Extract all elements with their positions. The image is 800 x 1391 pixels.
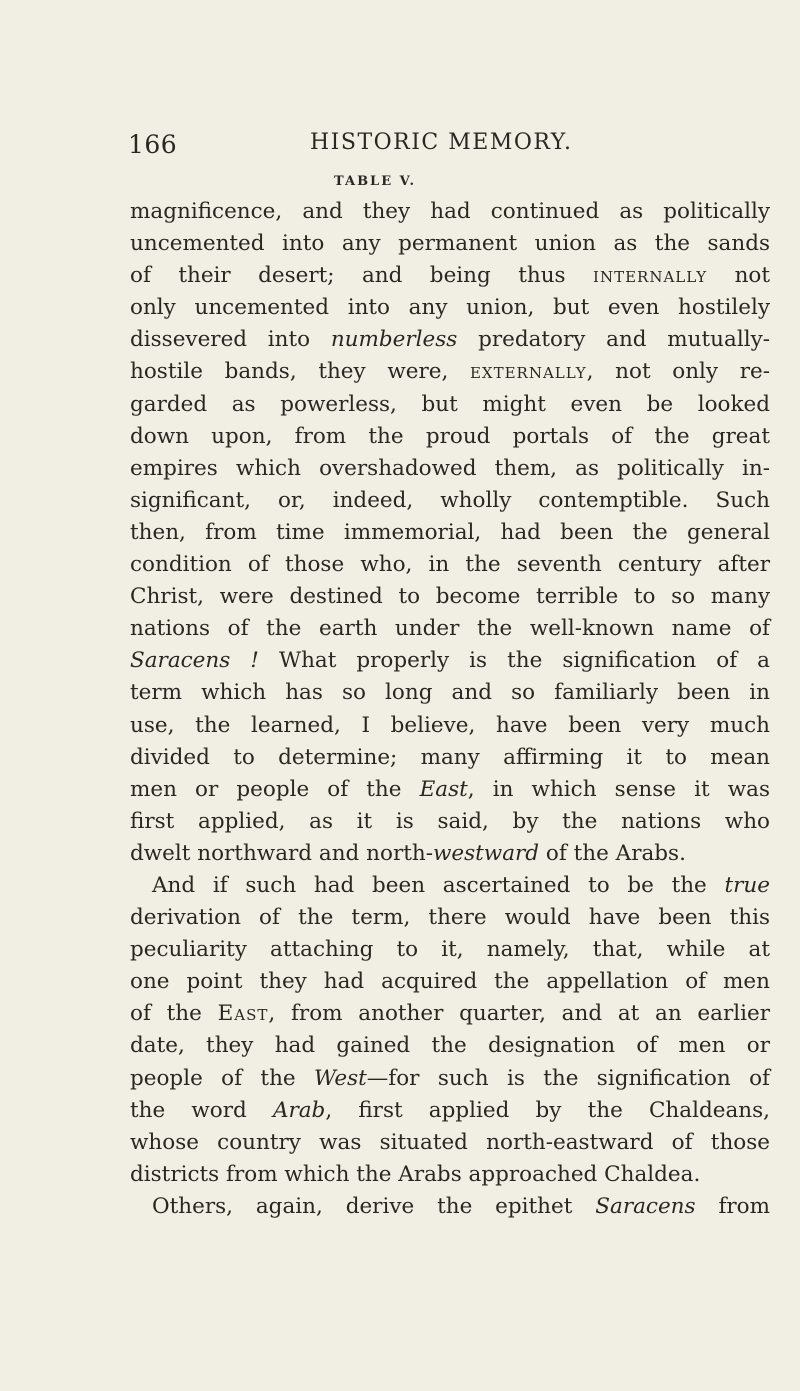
text-segment: —for such is the signification of — [366, 1065, 770, 1091]
text-segment: dwelt northward and north- — [130, 840, 433, 866]
text-line — [130, 934, 770, 966]
text-segment: of the Arabs. — [539, 840, 686, 866]
text-segment: nations of the earth under the well-known name of — [130, 616, 770, 642]
text-segment: then, from time immemorial, had been the general — [130, 519, 770, 545]
text-segment: of their desert; and being thus — [130, 263, 594, 289]
page-number: 166 — [128, 130, 178, 159]
text-segment: date, they had gained the designation of men or — [130, 1033, 770, 1059]
italic-text: Arab — [272, 1097, 326, 1123]
text-segment: dissevered into — [130, 327, 331, 353]
text-line — [130, 966, 770, 998]
text-line — [130, 453, 770, 485]
text-line — [130, 517, 770, 549]
text-segment: divided to determine; many affirming it to mean — [130, 744, 770, 770]
text-line — [130, 1127, 770, 1159]
text-segment: first applied, as it is said, by the nations who — [130, 808, 770, 834]
text-segment: condition of those who, in the seventh century after — [130, 552, 770, 578]
text-segment: districts from which the Arabs approached Chaldea. — [130, 1161, 701, 1187]
italic-text: numberless — [330, 327, 458, 353]
text-segment: of the — [130, 1001, 218, 1027]
text-line — [130, 260, 770, 292]
text-segment: men or people of the — [130, 776, 420, 802]
text-segment: derivation of the term, there would have been this — [130, 905, 770, 931]
text-segment: , first applied by the Chaldeans, — [325, 1097, 770, 1123]
text-line — [130, 742, 770, 774]
text-line — [130, 1095, 770, 1127]
section-title: TABLE V. — [334, 174, 416, 189]
text-line — [130, 485, 770, 517]
text-line — [130, 228, 770, 260]
text-segment: not — [707, 263, 770, 289]
italic-text: true — [724, 872, 770, 898]
text-line — [130, 292, 770, 324]
text-line — [130, 806, 770, 838]
text-line — [130, 549, 770, 581]
text-segment: Others, again, derive the epithet — [152, 1193, 596, 1219]
text-line — [130, 1159, 770, 1191]
page-header — [0, 130, 800, 170]
text-line — [130, 581, 770, 613]
text-line — [130, 774, 770, 806]
text-segment: only uncemented into any union, but even hostilely — [130, 295, 770, 321]
text-line — [130, 389, 770, 421]
text-segment: uncemented into any permanent union as the sands — [130, 231, 770, 257]
text-segment: one point they had acquired the appellation of men — [130, 969, 770, 995]
text-segment: significant, or, indeed, wholly contemptible. Such — [130, 487, 770, 513]
text-line — [130, 1063, 770, 1095]
body-text — [130, 196, 770, 1223]
text-line — [130, 613, 770, 645]
text-line — [130, 902, 770, 934]
text-line — [130, 356, 770, 388]
text-line — [130, 677, 770, 709]
text-segment: And if such had been ascertained to be the — [152, 872, 725, 898]
text-line — [130, 1030, 770, 1062]
small-caps-text: East — [217, 1001, 269, 1027]
italic-text: West — [314, 1065, 367, 1091]
text-segment: What properly is the signification of a — [258, 648, 770, 674]
small-caps-text: externally — [469, 359, 587, 385]
italic-text: westward — [432, 840, 540, 866]
text-segment: whose country was situated north-eastward of those — [130, 1129, 770, 1155]
text-segment: , from another quarter, and at an earlier — [268, 1001, 771, 1027]
text-line — [130, 710, 770, 742]
text-segment: predatory and mutually- — [457, 327, 770, 353]
text-segment: empires which overshadowed them, as politically in- — [130, 455, 770, 481]
text-segment: Christ, were destined to become terrible to so many — [130, 584, 770, 610]
text-line — [130, 324, 770, 356]
text-line — [130, 645, 770, 677]
italic-text: East — [419, 776, 468, 802]
text-line — [130, 1191, 770, 1223]
text-segment: term which has so long and so familiarly been in — [130, 680, 770, 706]
text-segment: use, the learned, I believe, have been very much — [130, 712, 770, 738]
text-line — [130, 421, 770, 453]
italic-text: Saracens — [595, 1193, 696, 1219]
text-line — [130, 998, 770, 1030]
small-caps-text: internally — [593, 263, 708, 289]
text-segment: hostile bands, they were, — [130, 359, 470, 385]
text-segment: peculiarity attaching to it, namely, that, while at — [130, 937, 770, 963]
text-segment: garded as powerless, but might even be looked — [130, 391, 770, 417]
text-segment: magnificence, and they had continued as politically — [130, 199, 770, 224]
italic-text: Saracens ! — [130, 648, 259, 674]
text-segment: , not only re- — [586, 359, 770, 385]
text-line — [130, 196, 770, 228]
text-segment: from — [695, 1193, 771, 1219]
running-head: HISTORIC MEMORY. — [310, 130, 573, 155]
text-segment: , in which sense it was — [467, 776, 770, 802]
text-segment: people of the — [130, 1065, 315, 1091]
text-line — [130, 838, 770, 870]
text-segment: the word — [130, 1097, 273, 1123]
text-line — [130, 870, 770, 902]
text-segment: down upon, from the proud portals of the great — [130, 423, 770, 449]
